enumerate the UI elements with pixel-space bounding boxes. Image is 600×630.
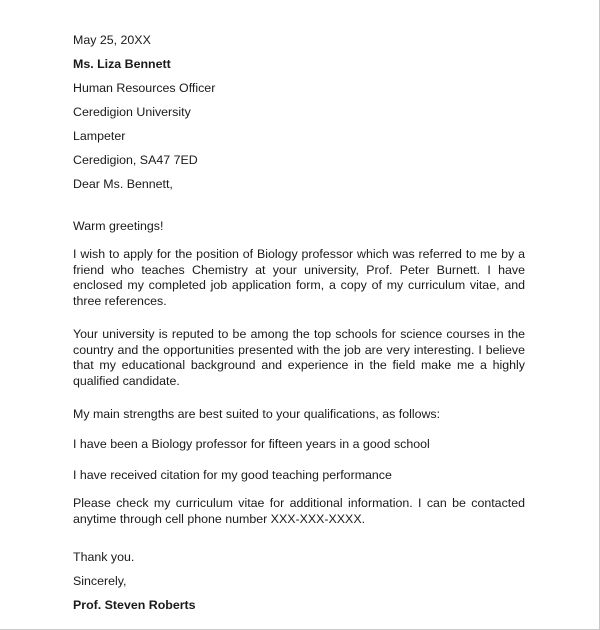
body-paragraph-contact: Please check my curriculum vitae for additional information. I can be contacted anytime through cell phone number XXX-XXX-XXXX. bbox=[73, 496, 525, 526]
thanks-line: Thank you. bbox=[73, 550, 135, 564]
recipient-region-postcode: Ceredigion, SA47 7ED bbox=[73, 153, 198, 167]
signature-name: Prof. Steven Roberts bbox=[73, 598, 196, 612]
body-paragraph-qualifications: Your university is reputed to be among the top schools for science courses in the country and the opportunities presented with the job are very interesting. I believe that my educational background and experience in the field make me a highly qualified candidate. bbox=[73, 327, 525, 388]
salutation: Dear Ms. Bennett, bbox=[73, 177, 173, 191]
recipient-name: Ms. Liza Bennett bbox=[73, 57, 171, 71]
body-paragraph-application: I wish to apply for the position of Biology professor which was referred to me by a friend who teaches Chemistry at your university, Prof. Peter Burnett. I have enclosed my completed job application form, a copy of my curriculum vitae, and three references. bbox=[73, 247, 525, 308]
recipient-town: Lampeter bbox=[73, 129, 126, 143]
greeting: Warm greetings! bbox=[73, 219, 164, 233]
letter-date: May 25, 20XX bbox=[73, 33, 151, 47]
body-paragraph-strengths-intro: My main strengths are best suited to your qualifications, as follows: bbox=[73, 407, 441, 421]
strength-item-experience: I have been a Biology professor for fifteen years in a good school bbox=[73, 437, 430, 451]
closing-line: Sincerely, bbox=[73, 574, 127, 588]
recipient-title: Human Resources Officer bbox=[73, 81, 216, 95]
recipient-organization: Ceredigion University bbox=[73, 105, 191, 119]
strength-item-citation: I have received citation for my good teaching performance bbox=[73, 468, 392, 482]
